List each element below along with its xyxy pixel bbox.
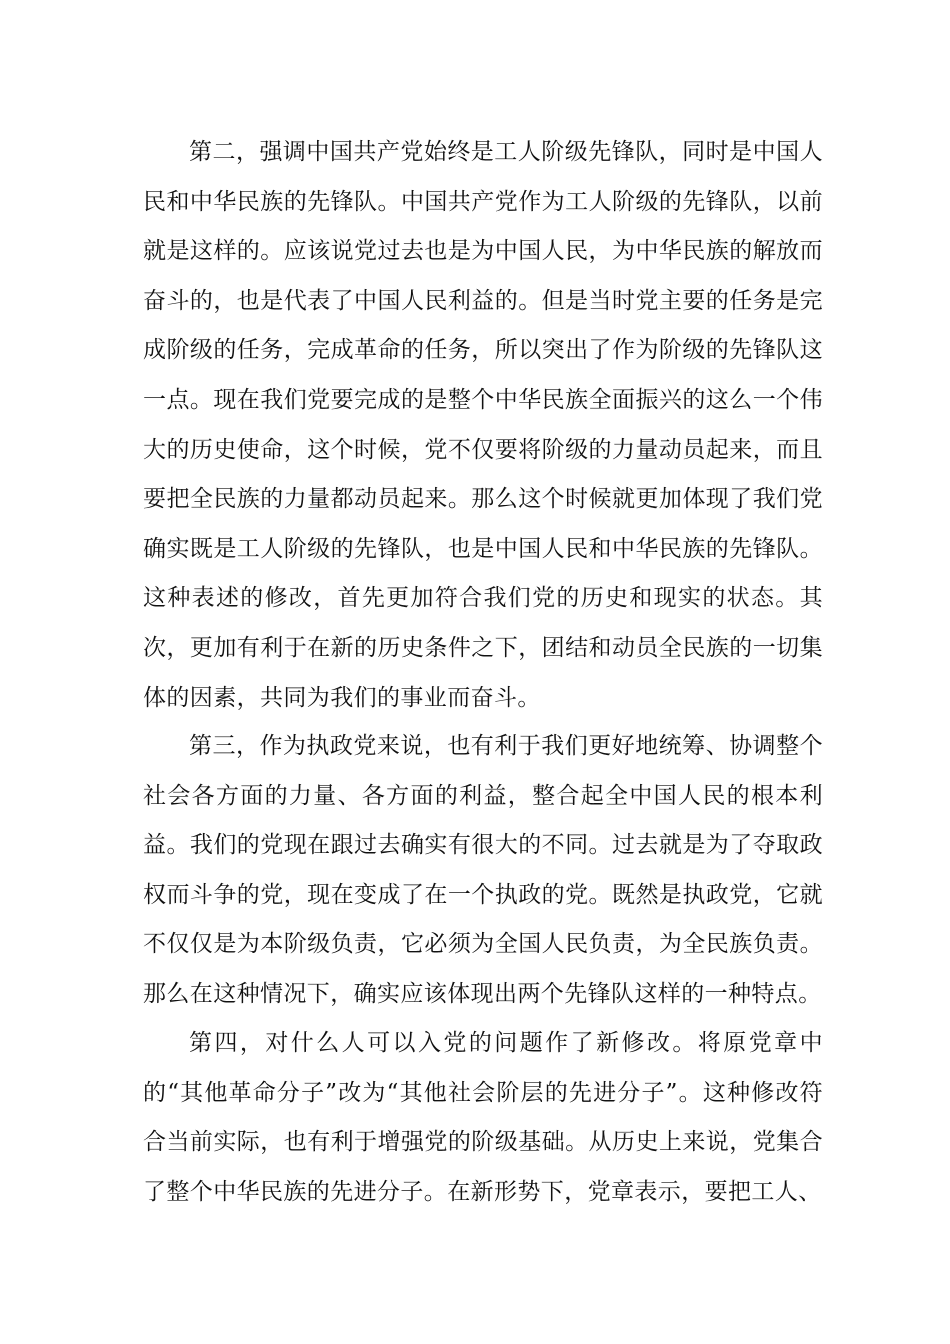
paragraph-second-point: 第二，强调中国共产党始终是工人阶级先锋队，同时是中国人民和中华民族的先锋队。中国共产党作为工人阶级的先锋队，以前就是这样的。应该说党过去也是为中国人民，为中华民族的解放而奋斗的，也是代表了中国人民利益的。但是当时党主要的任务是完成阶级的任务，完成革命的任务，所以突出了作为阶级的先锋队这一点。现在我们党要完成的是整个中华民族全面振兴的这么一个伟大的历史使命，这个时候，党不仅要将阶级的力量动员起来，而且要把全民族的力量都动员起来。那么这个时候就更加体现了我们党确实既是工人阶级的先锋队，也是中国人民和中华民族的先锋队。这种表述的修改，首先更加符合我们党的历史和现实的状态。其次，更加有利于在新的历史条件之下，团结和动员全民族的一切集体的因素，共同为我们的事业而奋斗。 [143, 139, 823, 711]
paragraph-third-point: 第三，作为执政党来说，也有利于我们更好地统筹、协调整个社会各方面的力量、各方面的利益，整合起全中国人民的根本利益。我们的党现在跟过去确实有很大的不同。过去就是为了夺取政权而斗争的党，现在变成了在一个执政的党。既然是执政党，它就不仅仅是为本阶级负责，它必须为全国人民负责，为全民族负责。那么在这种情况下，确实应该体现出两个先锋队这样的一种特点。 [143, 733, 823, 1007]
paragraph-fourth-point: 第四，对什么人可以入党的问题作了新修改。将原党章中的“其他革命分子”改为“其他社会阶层的先进分子”。这种修改符合当前实际，也有利于增强党的阶级基础。从历史上来说，党集合了整个中华民族的先进分子。在新形势下，党章表示，要把工人、 [143, 1030, 823, 1205]
